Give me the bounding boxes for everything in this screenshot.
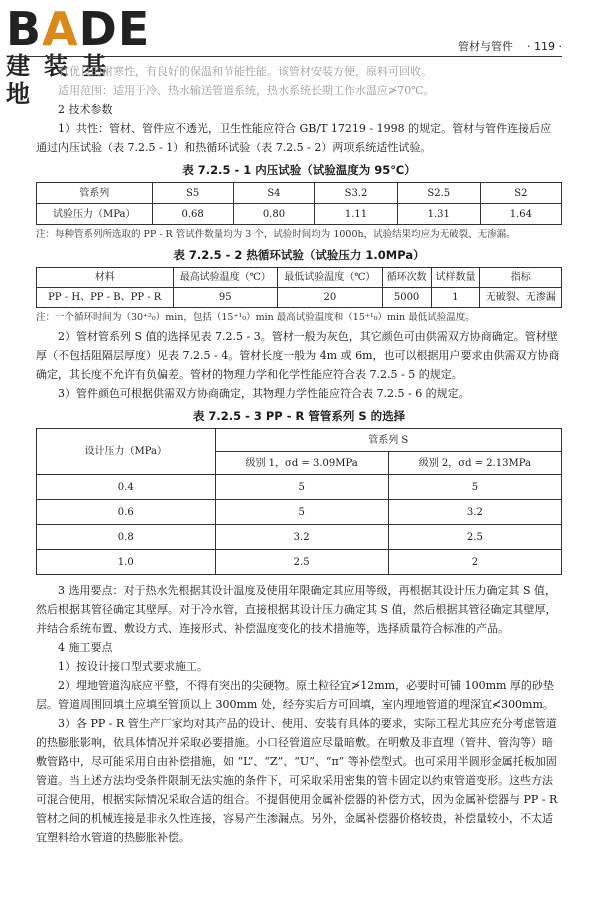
logo-chinese: 建装基地 xyxy=(6,52,120,108)
para-3: 3）管件颜色可根据供需双方协商确定，其物理力学性能应符合表 7.2.5 - 6 的规定。 xyxy=(58,387,470,400)
table-cell: S4 xyxy=(233,183,314,204)
table-1-caption: 表 7.2.5 - 1 内压试验（试验温度为 95℃） xyxy=(182,163,416,177)
table-cell: 级别 2，σd = 2.13MPa xyxy=(388,452,561,475)
table-cell: 3.2 xyxy=(388,500,561,525)
table-cell: S5 xyxy=(152,183,233,204)
intro-line-2: 适用范围：适用于冷、热水输送管道系统，热水系统长期工作水温应≯70℃。 xyxy=(58,84,435,97)
table-row xyxy=(37,550,562,575)
table-3 xyxy=(36,428,562,575)
table-cell: 1.0 xyxy=(37,550,216,575)
table-cell: 管系列 S xyxy=(215,429,562,452)
table-cell: S2 xyxy=(480,183,561,204)
table-cell: 0.4 xyxy=(37,475,216,500)
header-title: 管材与管件 xyxy=(458,40,514,53)
table-cell: 无破裂、无渗漏 xyxy=(480,288,562,308)
table-cell: 指标 xyxy=(480,268,562,288)
table-cell: 5 xyxy=(215,500,388,525)
table-row xyxy=(37,183,562,204)
intro-line-1: 有优良的耐寒性，有良好的保温和节能性能。该管材安装方便，原料可回收。 xyxy=(58,65,432,78)
table-cell: 1.64 xyxy=(480,204,561,225)
section-4-para-1: 1）按设计接口型式要求施工。 xyxy=(58,660,208,673)
table-cell: 2.5 xyxy=(388,525,561,550)
table-cell: S2.5 xyxy=(397,183,480,204)
table-cell: S3.2 xyxy=(315,183,398,204)
table-cell: 0.80 xyxy=(233,204,314,225)
page-body xyxy=(36,62,562,847)
table-cell: 5000 xyxy=(382,288,431,308)
table-cell: 3.2 xyxy=(215,525,388,550)
table-row xyxy=(37,268,562,288)
section-4-para-3: 3）各 PP - R 管生产厂家均对其产品的设计、使用、安装有具体的要求，实际工程尤其应充分考虑管道的热膨胀影响，依具体情况并采取必要措施。小口径管道应尽量暗敷。在明敷及非直埋（管井、管沟等）暗敷管路中，尽可能采用自由补偿措施，如 “L”、“Z”、“U”、“π” 等补偿型式。也可采用半圆形金属托板加固管道。当上述方法均受条件限制无法实施的条件下，可采取采用密集的管卡固定以约束管道变形。这些方法可混合使用，根据实际情况采取合适的组合。不提倡使用金属补偿器的补偿方式，因为金属补偿器与 PP - R 管材之间的机械连接是非永久性连接，容易产生渗漏点。另外，金属补偿器价格较贵，补偿量较小，不太适宜塑料给水管道的热膨胀补偿。 xyxy=(36,717,558,844)
table-3-caption: 表 7.2.5 - 3 PP - R 管管系列 S 的选择 xyxy=(192,409,406,423)
table-cell: 2.5 xyxy=(215,550,388,575)
table-1-note: 注：每种管系列所选取的 PP - R 管试件数量均为 3 个，试验时间均为 1000h，试验结果均应为无破裂、无渗漏。 xyxy=(36,229,516,240)
table-cell: 0.8 xyxy=(37,525,216,550)
table-row xyxy=(37,525,562,550)
section-2-para-1: 1）共性：管材、管件应不透光，卫生性能应符合 GB/T 17219 - 1998 的规定。管材与管件连接后应通过内压试验（表 7.2.5 - 1）和热循环试验（表 7.2.5 - 2）两项系统适性试验。 xyxy=(36,122,552,154)
table-cell: 2 xyxy=(388,550,561,575)
running-header xyxy=(458,38,562,54)
table-cell: 5 xyxy=(388,475,561,500)
table-cell: 5 xyxy=(215,475,388,500)
table-cell: 20 xyxy=(278,288,383,308)
table-cell: 试样数量 xyxy=(431,268,480,288)
table-cell: 最低试验温度（℃） xyxy=(278,268,383,288)
section-4-para-2: 2）埋地管道沟底应平整，不得有突出的尖硬物。原土粒径宜≯12mm，必要时可铺 100mm 厚的砂垫层。管道周围回填土应填至管顶以上 300mm 处，经夯实后方可回填，室内埋地管道的埋深宜≮300mm。 xyxy=(36,679,554,711)
table-cell: 1 xyxy=(431,288,480,308)
table-row xyxy=(37,500,562,525)
logo-brand: BADE xyxy=(6,2,151,56)
table-row xyxy=(37,429,562,452)
table-cell: 管系列 xyxy=(37,183,153,204)
table-cell: 试验压力（MPa） xyxy=(37,204,153,225)
table-2 xyxy=(36,267,562,308)
table-cell: 设计压力（MPa） xyxy=(37,429,216,475)
table-cell: 1.31 xyxy=(397,204,480,225)
page-number: · 119 · xyxy=(527,40,562,53)
table-row xyxy=(37,204,562,225)
table-2-caption: 表 7.2.5 - 2 热循环试验（试验压力 1.0MPa） xyxy=(173,248,425,262)
header-rule xyxy=(22,56,562,57)
table-cell: 级别 1，σd = 3.09MPa xyxy=(215,452,388,475)
table-cell: PP - H、PP - B、PP - R xyxy=(37,288,174,308)
table-cell: 0.68 xyxy=(152,204,233,225)
section-4-heading: 4 施工要点 xyxy=(58,641,113,654)
table-cell: 0.6 xyxy=(37,500,216,525)
table-cell: 95 xyxy=(173,288,278,308)
table-2-note: 注：一个循环时间为（30⁺²₀）min，包括（15⁺¹₀）min 最高试验温度和（15⁺¹₀）min 最低试验温度。 xyxy=(36,312,475,323)
table-row xyxy=(37,288,562,308)
table-row xyxy=(37,475,562,500)
table-cell: 最高试验温度（℃） xyxy=(173,268,278,288)
table-cell: 循环次数 xyxy=(382,268,431,288)
table-cell: 材料 xyxy=(37,268,174,288)
table-cell: 1.11 xyxy=(315,204,398,225)
section-2-heading: 2 技术参数 xyxy=(58,103,113,116)
section-3-para: 3 选用要点：对于热水先根据其设计温度及使用年限确定其应用等级，再根据其设计压力确定其 S 值，然后根据其管径确定其壁厚。对于冷水管，直接根据其设计压力确定其 S 值，然后根据其管径确定其壁厚，并结合系统布置、敷设方式、连接形式、补偿温度变化的技术措施等，选择质量符合标准的产品。 xyxy=(36,584,557,635)
table-1 xyxy=(36,182,562,225)
para-2: 2）管材管系列 S 值的选择见表 7.2.5 - 3。管材一般为灰色，其它颜色可由供需双方协商确定。管材壁厚（不包括阻隔层厚度）见表 7.2.5 - 4。管材长度一般为 4m 或 6m，也可以根据用户要求由供需双方协商确定，其长度不允许有负偏差。管材的物理力学和化学性能应符合表 7.2.5 - 5 的规定。 xyxy=(36,330,560,381)
